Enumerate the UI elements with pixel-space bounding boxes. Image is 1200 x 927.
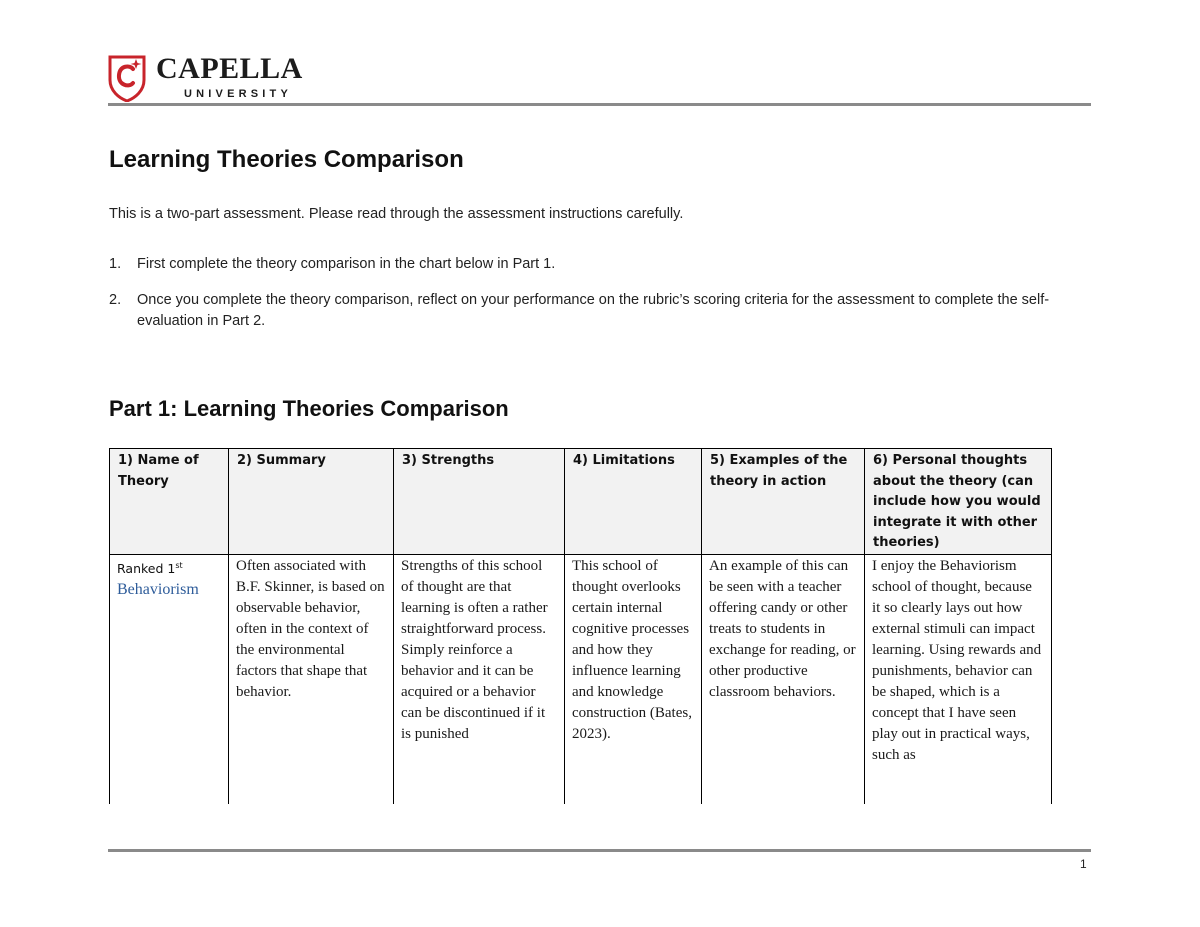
list-item xyxy=(109,254,1069,275)
list-item-number: 1. xyxy=(109,256,122,272)
instruction-list xyxy=(109,254,1069,347)
cell-strengths: Strengths of this school of thought are that learning is often a rather straightforward process. Simply reinforce a behavior and it can be acquired or a behavior can be discontinued if it is punished xyxy=(394,554,565,804)
cell-examples: An example of this can be seen with a teacher offering candy or other treats to students in exchange for reading, or other productive classroom behaviors. xyxy=(702,554,865,804)
comparison-table xyxy=(109,448,1052,804)
logo-wordmark: CAPELLA xyxy=(156,52,303,85)
rank-text: Ranked 1 xyxy=(117,560,176,576)
theory-name: Behaviorism xyxy=(117,580,199,598)
list-item-number: 2. xyxy=(109,292,122,308)
page-title: Learning Theories Comparison xyxy=(109,146,464,173)
logo-subtitle: UNIVERSITY xyxy=(184,88,293,100)
rank-label xyxy=(117,556,221,579)
page-number: 1 xyxy=(1080,857,1087,871)
cell-personal-thoughts: I enjoy the Behaviorism school of thought, because it so clearly lays out how external stimuli can impact learning. Using rewards and punishments, behavior can be shaped, which is a concept that I have seen play out in practical ways, such as xyxy=(865,554,1052,804)
footer-divider xyxy=(108,849,1091,852)
table-header-row xyxy=(110,449,1052,555)
header-examples: 5) Examples of the theory in action xyxy=(702,449,865,555)
list-item-text: Once you complete the theory comparison, reflect on your performance on the rubric’s scoring criteria for the assessment to complete the self-evaluation in Part 2. xyxy=(137,292,1050,329)
header-summary: 2) Summary xyxy=(229,449,394,555)
cell-theory xyxy=(110,554,229,804)
list-item-text: First complete the theory comparison in the chart below in Part 1. xyxy=(137,256,556,272)
header-name-of-theory: 1) Name of Theory xyxy=(110,449,229,555)
header-strengths: 3) Strengths xyxy=(394,449,565,555)
rank-suffix: st xyxy=(175,560,183,570)
header-limitations: 4) Limitations xyxy=(565,449,702,555)
cell-limitations: This school of thought overlooks certain internal cognitive processes and how they influence learning and knowledge construction (Bates, 2023). xyxy=(565,554,702,804)
capella-shield-icon xyxy=(108,54,146,102)
header-personal-thoughts: 6) Personal thoughts about the theory (can include how you would integrate it with other theories) xyxy=(865,449,1052,555)
table-row xyxy=(110,554,1052,804)
header-divider xyxy=(108,103,1091,106)
list-item xyxy=(109,290,1069,332)
intro-text: This is a two-part assessment. Please read through the assessment instructions carefully. xyxy=(109,206,684,222)
cell-summary: Often associated with B.F. Skinner, is based on observable behavior, often in the context of the environmental factors that shape that behavior. xyxy=(229,554,394,804)
section-title: Part 1: Learning Theories Comparison xyxy=(109,396,509,421)
